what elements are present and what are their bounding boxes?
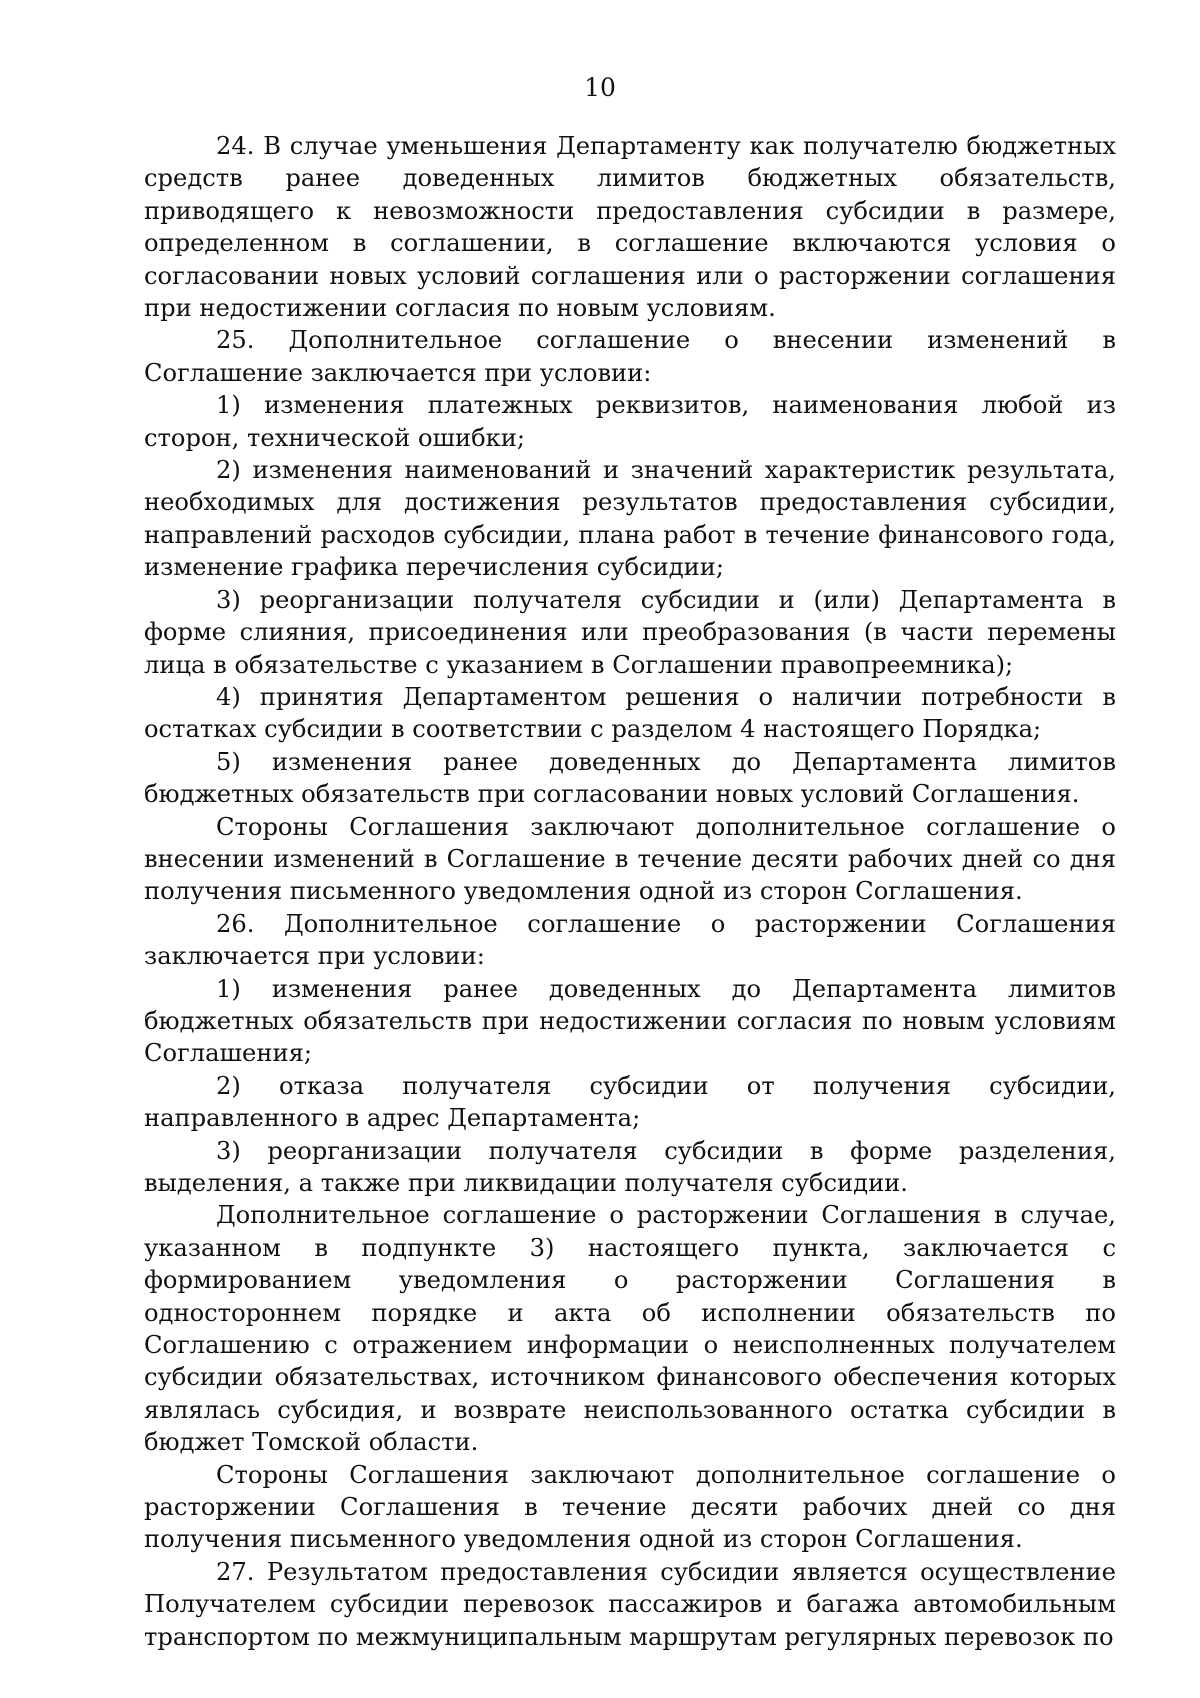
paragraph-25-item-4: 4) принятия Департаментом решения о наличии потребности в остатках субсидии в соответствии с разделом 4 настоящего Порядка;: [144, 682, 1116, 744]
paragraph-26: 26. Дополнительное соглашение о расторжении Соглашения заключается при условии:: [144, 909, 1116, 971]
paragraph-25-item-3: 3) реорганизации получателя субсидии и (или) Департамента в форме слияния, присоединения или преобразования (в части перемены лица в обязательстве с указанием в Соглашении правопреемника);: [144, 585, 1116, 679]
paragraph-26-item-3: 3) реорганизации получателя субсидии в форме разделения, выделения, а также при ликвидации получателя субсидии.: [144, 1136, 1116, 1197]
paragraph-24: 24. В случае уменьшения Департаменту как получателю бюджетных средств ранее доведенных лимитов бюджетных обязательств, приводящего к невозможности предоставления субсидии в размере, определенном в соглашении, в соглашение включаются условия о согласовании новых условий соглашения или о расторжении соглашения при недостижении согласия по новым условиям.: [144, 132, 1116, 323]
paragraph-25-item-2: 2) изменения наименований и значений характеристик результата, необходимых для достижения результатов предоставления субсидии, направлений расходов субсидии, плана работ в течение финансового года, изменение графика перечисления субсидии;: [144, 456, 1116, 582]
paragraph-25-item-1: 1) изменения платежных реквизитов, наименования любой из сторон, технической ошибки;: [144, 391, 1116, 452]
paragraph-26-parties: Стороны Соглашения заключают дополнительное соглашение о расторжении Соглашения в течение десяти рабочих дней со дня получения письменного уведомления одной из сторон Соглашения.: [144, 1460, 1116, 1554]
paragraph-26-termination: Дополнительное соглашение о расторжении Соглашения в случае, указанном в подпункте 3) настоящего пункта, заключается с формированием уведомления о расторжении Соглашения в одностороннем порядке и акта об исполнении обязательств по Соглашению с отражением информации о неисполненных получателем субсидии обязательствах, источником финансового обеспечения которых являлась субсидия, и возврате неиспользованного остатка субсидии в бюджет Томской области.: [144, 1201, 1116, 1457]
paragraph-25: 25. Дополнительное соглашение о внесении изменений в Соглашение заключается при условии:: [144, 326, 1116, 387]
document-body: [144, 130, 1116, 1653]
paragraph-25-item-5: 5) изменения ранее доведенных до Департамента лимитов бюджетных обязательств при согласовании новых условий Соглашения.: [144, 747, 1116, 809]
paragraph-26-item-1: 1) изменения ранее доведенных до Департамента лимитов бюджетных обязательств при недостижении согласия по новым условиям Соглашения;: [144, 974, 1116, 1068]
page-number: 10: [584, 73, 616, 102]
paragraph-25-parties: Стороны Соглашения заключают дополнительное соглашение о внесении изменений в Соглашение в течение десяти рабочих дней со дня получения письменного уведомления одной из сторон Соглашения.: [144, 812, 1116, 906]
paragraph-26-item-2: 2) отказа получателя субсидии от получения субсидии, направленного в адрес Департамента;: [144, 1071, 1116, 1133]
paragraph-27: 27. Результатом предоставления субсидии является осуществление Получателем субсидии перевозок пассажиров и багажа автомобильным транспортом по межмуниципальным маршрутам регулярных перевозок по: [144, 1557, 1116, 1651]
